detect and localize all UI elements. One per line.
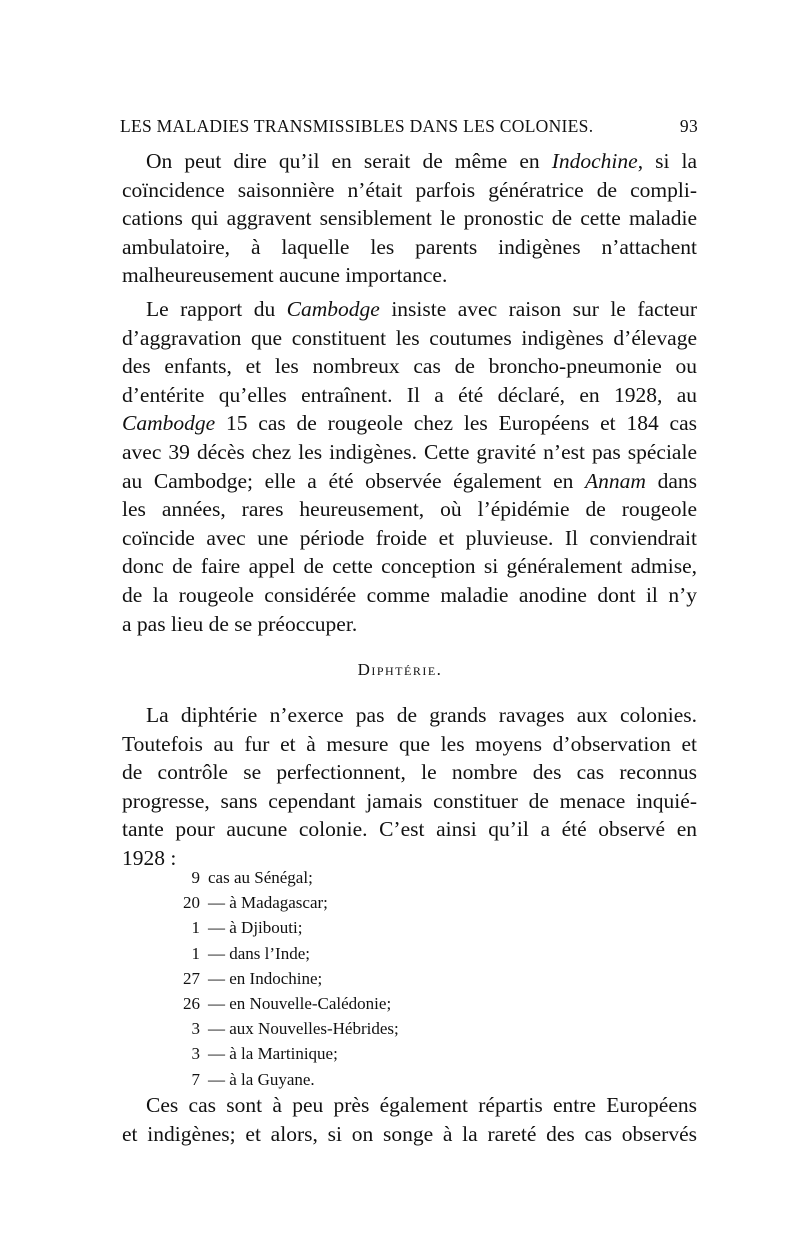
text-segment: Toutefois au fur et à mesure que les moyens d’observation et: [122, 731, 697, 756]
case-place: — à la Guyane.: [208, 1069, 315, 1089]
text-segment: Ces cas sont à peu près également répartis entre Européens: [146, 1093, 697, 1117]
text-segment: de contrôle se perfectionnent, le nombre des cas reconnus: [122, 760, 697, 785]
case-count: 1: [191, 943, 200, 963]
paragraph-4: [122, 1091, 697, 1148]
text-segment: a pas lieu de se préoccuper.: [122, 611, 358, 636]
text-line: [122, 610, 697, 639]
text-segment: 15 cas de rougeole chez les Européens et 184 cas: [215, 411, 697, 436]
case-count: 9: [191, 868, 200, 887]
text-line: [122, 204, 697, 233]
text-segment: La diphtérie n’exerce pas de grands ravages aux colonies.: [146, 703, 697, 727]
case-row: [160, 918, 480, 943]
text-segment: d’entérite qu’elles entraînent. Il a été déclaré, en 1928, au: [122, 382, 697, 407]
text-segment: des enfants, et les nombreux cas de broncho-pneumonie ou: [122, 354, 697, 379]
text-segment: de la rougeole considérée comme maladie anodine dont il n’y: [122, 582, 697, 607]
text-segment: coïncidence saisonnière n’était parfois génératrice de compli-: [122, 177, 697, 202]
text-line: [122, 233, 697, 262]
case-place: — à Djibouti;: [208, 918, 303, 938]
text-segment: 1928 :: [122, 845, 177, 870]
case-count: 20: [183, 893, 200, 913]
text-segment: et indigènes; et alors, si on songe à la rareté des cas observés: [122, 1121, 697, 1146]
italic-text: Annam: [585, 468, 646, 493]
text-line: [122, 176, 697, 205]
text-line: [122, 495, 697, 524]
text-line: [122, 581, 697, 610]
text-line: [122, 730, 697, 759]
text-segment: cations qui aggravent sensiblement le pronostic de cette maladie: [122, 206, 697, 231]
text-segment: donc de faire appel de cette conception si généralement admise,: [122, 554, 697, 579]
text-line: [122, 409, 697, 438]
text-line: [122, 438, 697, 467]
running-head-title: LES MALADIES TRANSMISSIBLES DANS LES COLONIES.: [120, 116, 594, 136]
text-line: [122, 352, 697, 381]
text-line: [122, 1091, 697, 1120]
case-place: — en Indochine;: [208, 968, 323, 988]
case-count: 27: [183, 968, 200, 988]
text-segment: coïncide avec une période froide et pluvieuse. Il conviendrait: [122, 525, 697, 550]
case-place: — à Madagascar;: [208, 893, 328, 913]
text-segment: insiste avec raison sur le facteur: [379, 297, 697, 321]
case-place: — en Nouvelle-Calédonie;: [208, 993, 392, 1013]
text-segment: tante pour aucune colonie. C’est ainsi qu’il a été observé en: [122, 817, 697, 842]
text-line: [122, 758, 697, 787]
case-row: [160, 1044, 480, 1069]
text-line: [122, 147, 697, 176]
text-line: [122, 261, 697, 290]
case-row: [160, 893, 480, 918]
case-list: [160, 868, 480, 1095]
paragraph-2: [122, 295, 697, 638]
text-line: [122, 295, 697, 324]
paragraph-1: [122, 147, 697, 290]
case-place: — dans l’Inde;: [208, 943, 310, 963]
text-segment: malheureusement aucune importance.: [122, 263, 448, 288]
page-number: 93: [679, 116, 698, 136]
case-row: [160, 944, 480, 969]
italic-text: Cambodge: [286, 297, 380, 321]
case-place: — à la Martinique;: [208, 1044, 338, 1064]
case-place: cas au Sénégal;: [208, 868, 313, 887]
text-line: [122, 552, 697, 581]
text-line: [122, 701, 697, 730]
text-segment: d’aggravation que constituent les coutumes indigènes d’élevage: [122, 325, 697, 350]
case-count: 3: [191, 1019, 200, 1039]
italic-text: Indochine: [551, 149, 638, 173]
text-line: [122, 467, 697, 496]
case-row: [160, 969, 480, 994]
case-row: [160, 1019, 480, 1044]
text-line: [122, 787, 697, 816]
case-count: 3: [191, 1044, 200, 1064]
text-line: [122, 324, 697, 353]
case-row: [160, 868, 480, 893]
running-head: [120, 116, 710, 137]
case-count: 1: [191, 918, 200, 938]
case-count: 7: [191, 1069, 200, 1089]
case-place: — aux Nouvelles-Hébrides;: [208, 1019, 399, 1039]
text-segment: les années, rares heureusement, où l’épidémie de rougeole: [122, 497, 697, 522]
text-segment: Le rapport du: [146, 297, 287, 321]
text-line: [122, 524, 697, 553]
text-line: [122, 815, 697, 844]
case-count: 26: [183, 993, 200, 1013]
section-heading: Diphtérie.: [357, 660, 443, 679]
case-row: [160, 994, 480, 1019]
text-segment: , si la: [637, 149, 698, 173]
italic-text: Cambodge: [122, 411, 216, 436]
paragraph-3: [122, 701, 697, 873]
text-segment: ambulatoire, à laquelle les parents indigènes n’attachent: [122, 234, 697, 259]
text-line: [122, 1120, 697, 1149]
text-segment: progresse, sans cependant jamais constituer de menace inquié-: [122, 788, 697, 813]
text-segment: dans: [645, 468, 697, 493]
text-segment: On peut dire qu’il en serait de même en: [146, 149, 552, 173]
text-line: [122, 381, 697, 410]
text-segment: au Cambodge; elle a été observée également en: [122, 468, 586, 493]
text-segment: avec 39 décès chez les indigènes. Cette gravité n’est pas spéciale: [122, 439, 697, 464]
